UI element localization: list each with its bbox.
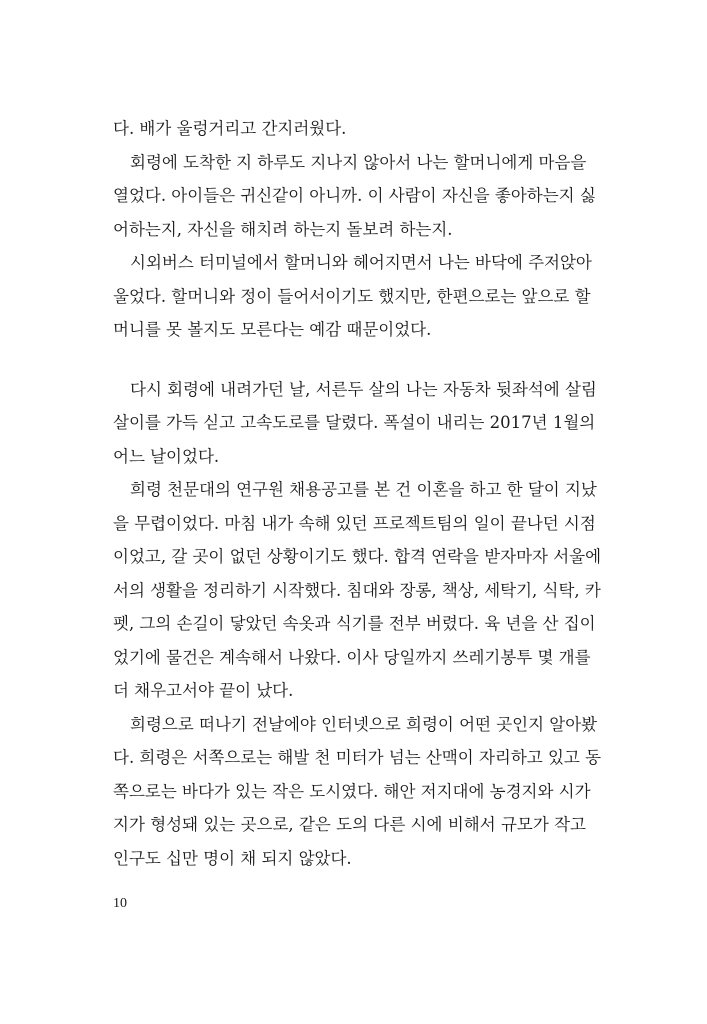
text-line: 다시 회령에 내려가던 날, 서른두 살의 나는 자동차 뒷좌석에 살림 bbox=[130, 379, 597, 399]
text-line: 었기에 물건은 계속해서 나왔다. 이사 당일까지 쓰레기봉투 몇 개를 bbox=[113, 647, 591, 667]
text-line: 다. 배가 울렁거리고 간지러웠다. bbox=[113, 119, 347, 138]
text-line: 회령에 도착한 지 하루도 지나지 않아서 나는 할머니에게 마음을 bbox=[130, 152, 587, 172]
text-line: 인구도 십만 명이 채 되지 않았다. bbox=[113, 848, 352, 868]
text-line: 울었다. 할머니와 정이 들어서이기도 했지만, 한편으로는 앞으로 할 bbox=[113, 286, 591, 306]
text-line: 시외버스 터미널에서 할머니와 헤어지면서 나는 바닥에 주저앉아 bbox=[130, 253, 592, 272]
text-line: 머니를 못 볼지도 모른다는 예감 때문이었다. bbox=[113, 320, 432, 339]
text-line: 지가 형성돼 있는 곳으로, 같은 도의 다른 시에 비해서 규모가 작고 bbox=[113, 815, 586, 834]
text-line: 살이를 가득 싣고 고속도로를 달렸다. 폭설이 내리는 2017년 1월의 bbox=[113, 413, 596, 432]
text-line: 쪽으로는 바다가 있는 작은 도시였다. 해안 저지대에 농경지와 시가 bbox=[113, 781, 591, 801]
text-line: 을 무렵이었다. 마침 내가 속해 있던 프로젝트팀의 일이 끝나던 시점 bbox=[113, 513, 596, 533]
section-1 bbox=[113, 112, 596, 347]
text-line: 더 채우고서야 끝이 났다. bbox=[113, 681, 294, 700]
text-line: 희령으로 떠나기 전날에야 인터넷으로 희령이 어떤 곳인지 알아봤 bbox=[130, 714, 598, 734]
text-line: 희령 천문대의 연구원 채용공고를 본 건 이혼을 하고 한 달이 지났 bbox=[130, 480, 597, 499]
page-number: 10 bbox=[113, 896, 127, 911]
section-2 bbox=[113, 373, 602, 876]
text-line: 다. 희령은 서쪽으로는 해발 천 미터가 넘는 산맥이 자리하고 있고 동 bbox=[113, 748, 602, 767]
text-line: 어느 날이었다. bbox=[113, 446, 220, 466]
text-line: 서의 생활을 정리하기 시작했다. 침대와 장롱, 책상, 세탁기, 식탁, 카 bbox=[113, 580, 601, 600]
text-line: 펫, 그의 손길이 닿았던 속옷과 식기를 전부 버렸다. 육 년을 산 집이 bbox=[113, 614, 596, 633]
text-line: 열었다. 아이들은 귀신같이 아니까. 이 사람이 자신을 좋아하는지 싫 bbox=[113, 186, 596, 205]
text-line: 이었고, 갈 곳이 없던 상황이기도 했다. 합격 연락을 받자마자 서울에 bbox=[113, 547, 602, 566]
page-body bbox=[113, 112, 602, 875]
section-break bbox=[113, 347, 586, 373]
text-line: 어하는지, 자신을 해치려 하는지 돌보려 하는지. bbox=[113, 219, 453, 239]
